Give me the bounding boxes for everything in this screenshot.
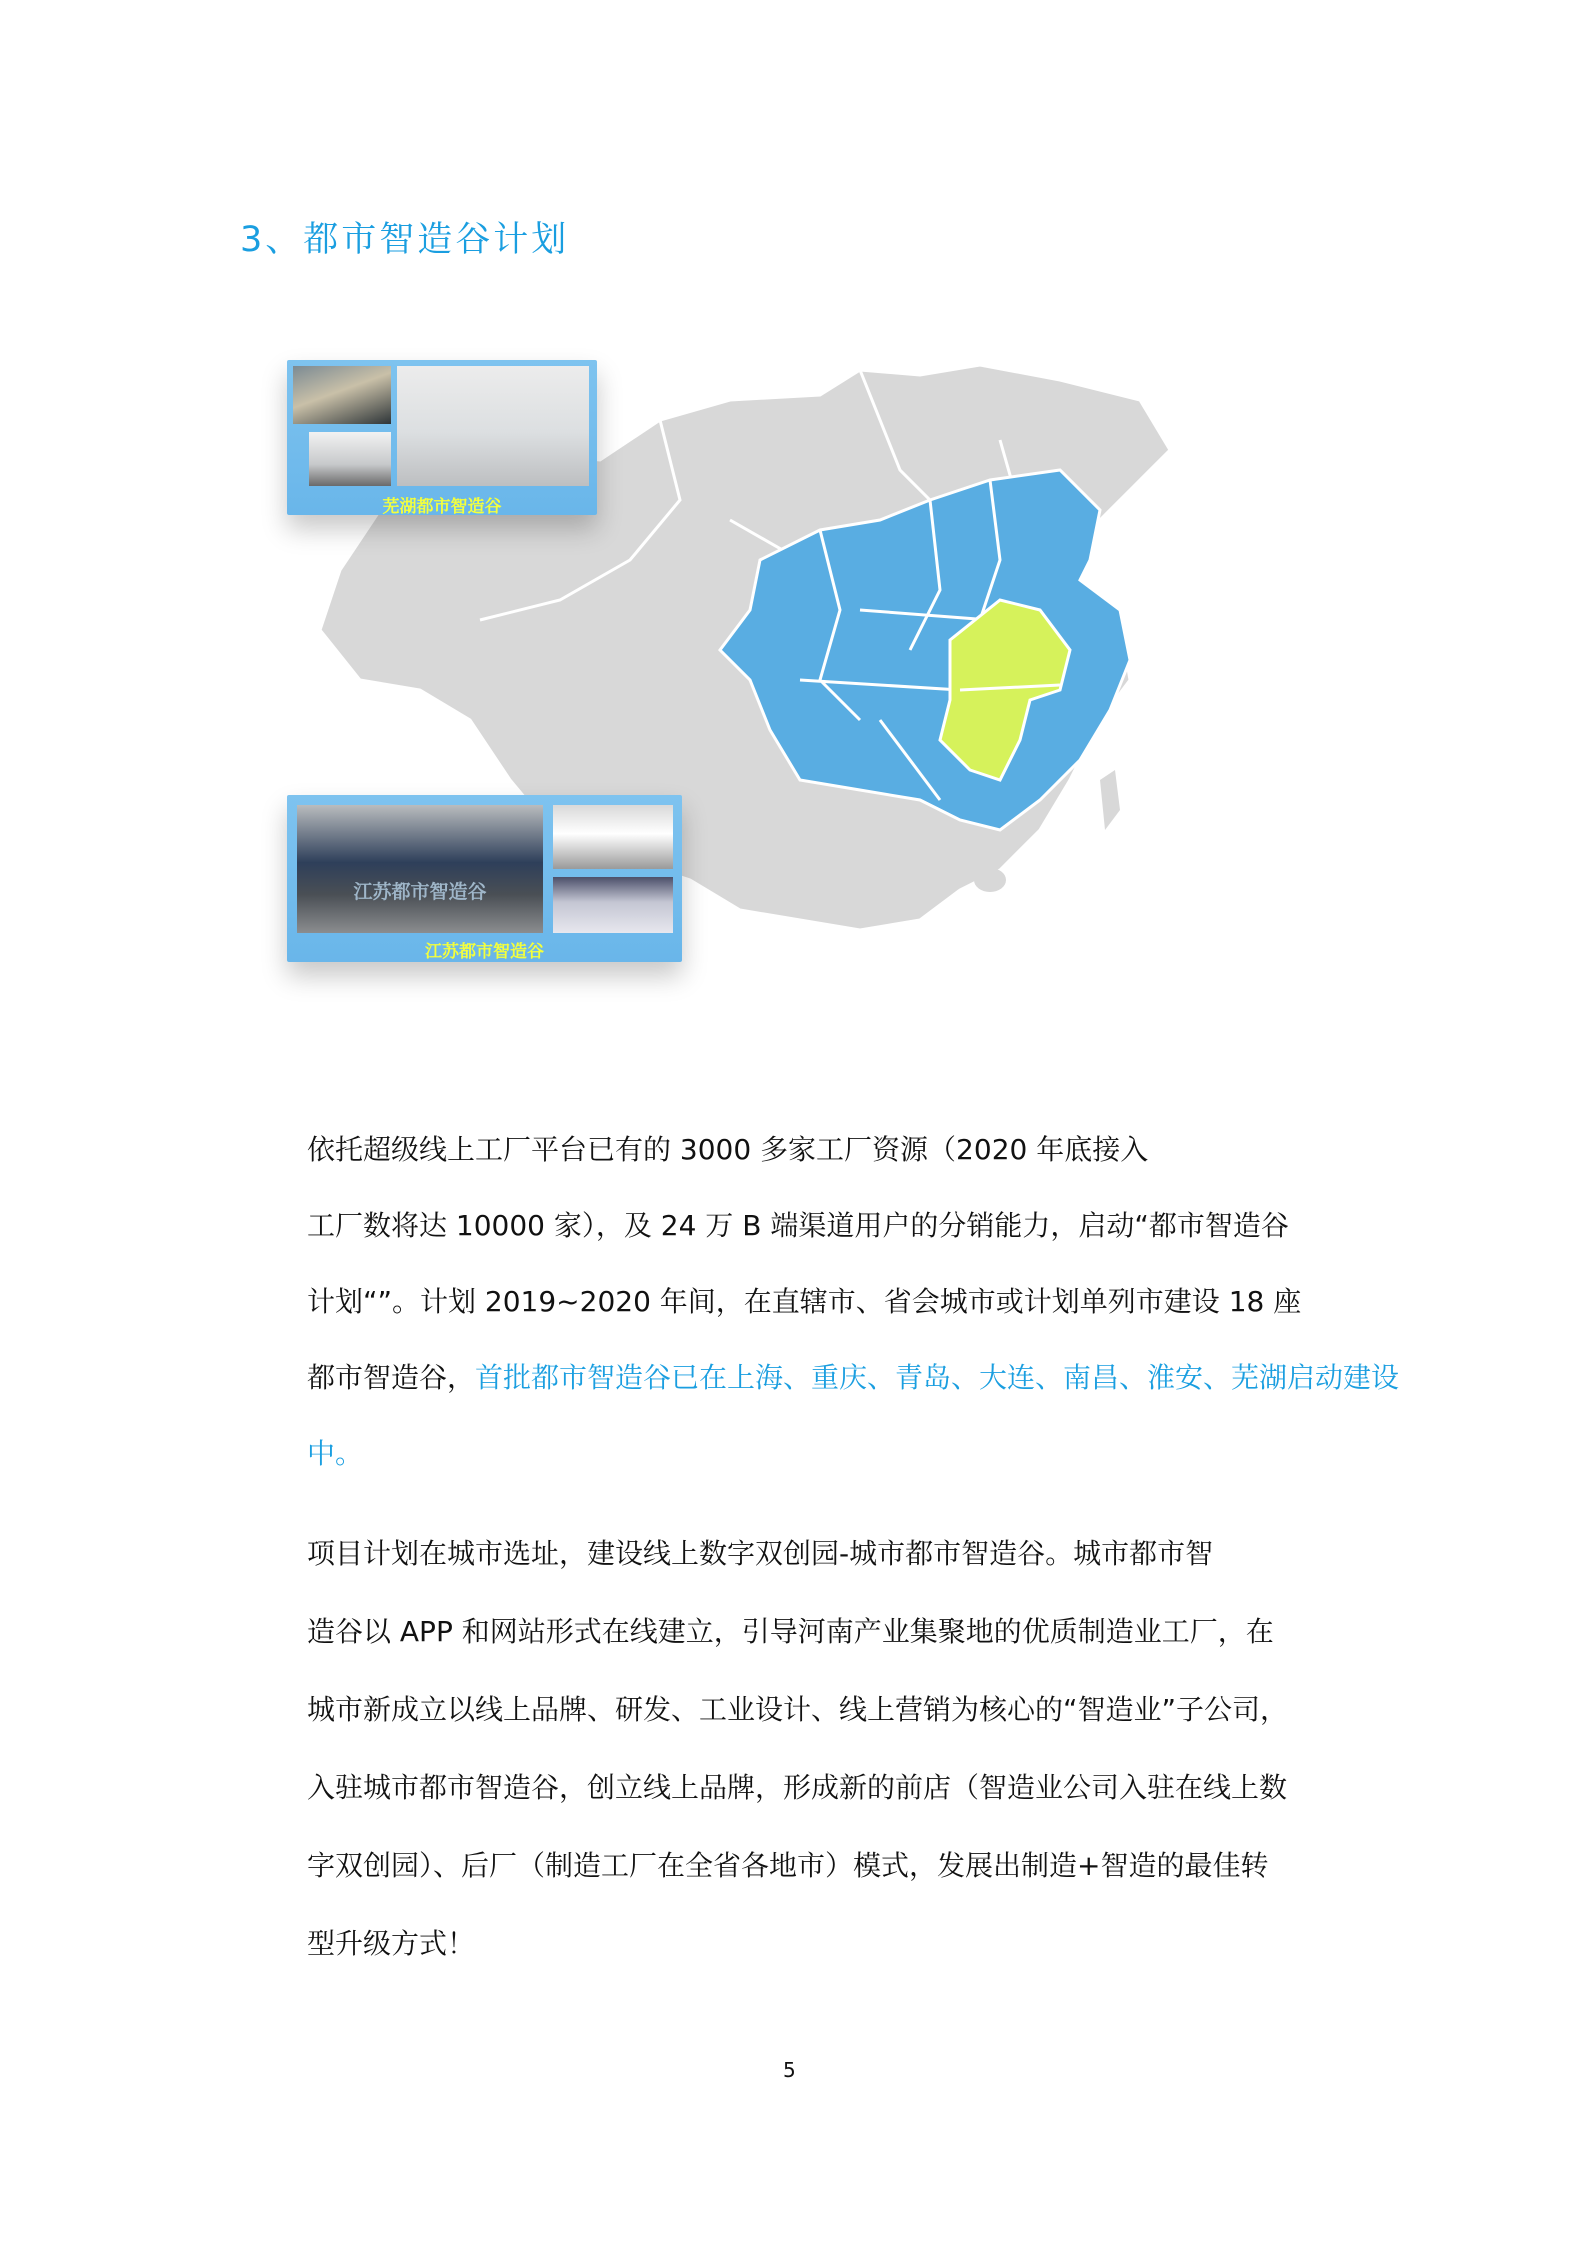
china-map-figure: [300, 360, 1300, 1100]
wuhu-caption: 芜湖都市智造谷: [382, 497, 502, 517]
office-photo-2: [309, 432, 391, 486]
paragraph-2-line-6: 型升级方式！: [307, 1927, 476, 1960]
paragraph-2-line-2: 造谷以 APP 和网站形式在线建立，引导河南产业集聚地的优质制造业工厂，在: [307, 1615, 1274, 1648]
jiangsu-caption: 江苏都市智造谷: [425, 942, 544, 962]
hall-photo: [297, 805, 543, 933]
paragraph-1-line-2: 工厂数将达 10000 家），及 24 万 B 端渠道用户的分销能力，启动“都市智造谷: [307, 1209, 1289, 1242]
paragraph-1-line-4-highlight: 首批都市智造谷已在上海、重庆、青岛、大连、南昌、淮安、芜湖启动建设: [475, 1361, 1400, 1394]
paragraph-2-line-5: 字双创园）、后厂（制造工厂在全省各地市）模式，发展出制造+智造的最佳转: [307, 1849, 1269, 1882]
paragraph-1-line-5-highlight: 中。: [307, 1437, 364, 1470]
paragraph-2-line-3: 城市新成立以线上品牌、研发、工业设计、线上营销为核心的“智造业”子公司，: [307, 1693, 1289, 1726]
paragraph-2-line-4: 入驻城市都市智造谷，创立线上品牌，形成新的前店（智造业公司入驻在线上数: [307, 1771, 1288, 1804]
page-number: 5: [783, 2058, 796, 2082]
paragraph-1-line-4-prefix: 都市智造谷，: [307, 1361, 476, 1394]
paragraph-1-line-3: 计划“”。计划 2019~2020 年间，在直辖市、省会城市或计划单列市建设 18 座: [307, 1285, 1302, 1318]
wuhu-photo-panel: [287, 360, 597, 515]
hall-photo-overlay-text: 江苏都市智造谷: [353, 881, 487, 903]
jiangsu-photo-panel: [287, 795, 682, 962]
paragraph-1-line-1: 依托超级线上工厂平台已有的 3000 多家工厂资源（2020 年底接入: [307, 1133, 1149, 1166]
section-heading: 3、都市智造谷计划: [240, 220, 570, 260]
gallery-photo-1: [553, 805, 673, 869]
showroom-photo: [397, 366, 589, 486]
gallery-photo-2: [553, 877, 673, 933]
map-island-hainan: [974, 868, 1006, 892]
map-island-taiwan: [1100, 770, 1120, 830]
paragraph-2-line-1: 项目计划在城市选址，建设线上数字双创园-城市都市智造谷。城市都市智: [307, 1537, 1214, 1570]
paragraph-1-line-4: [307, 1356, 1399, 1396]
office-photo-1: [293, 366, 391, 424]
